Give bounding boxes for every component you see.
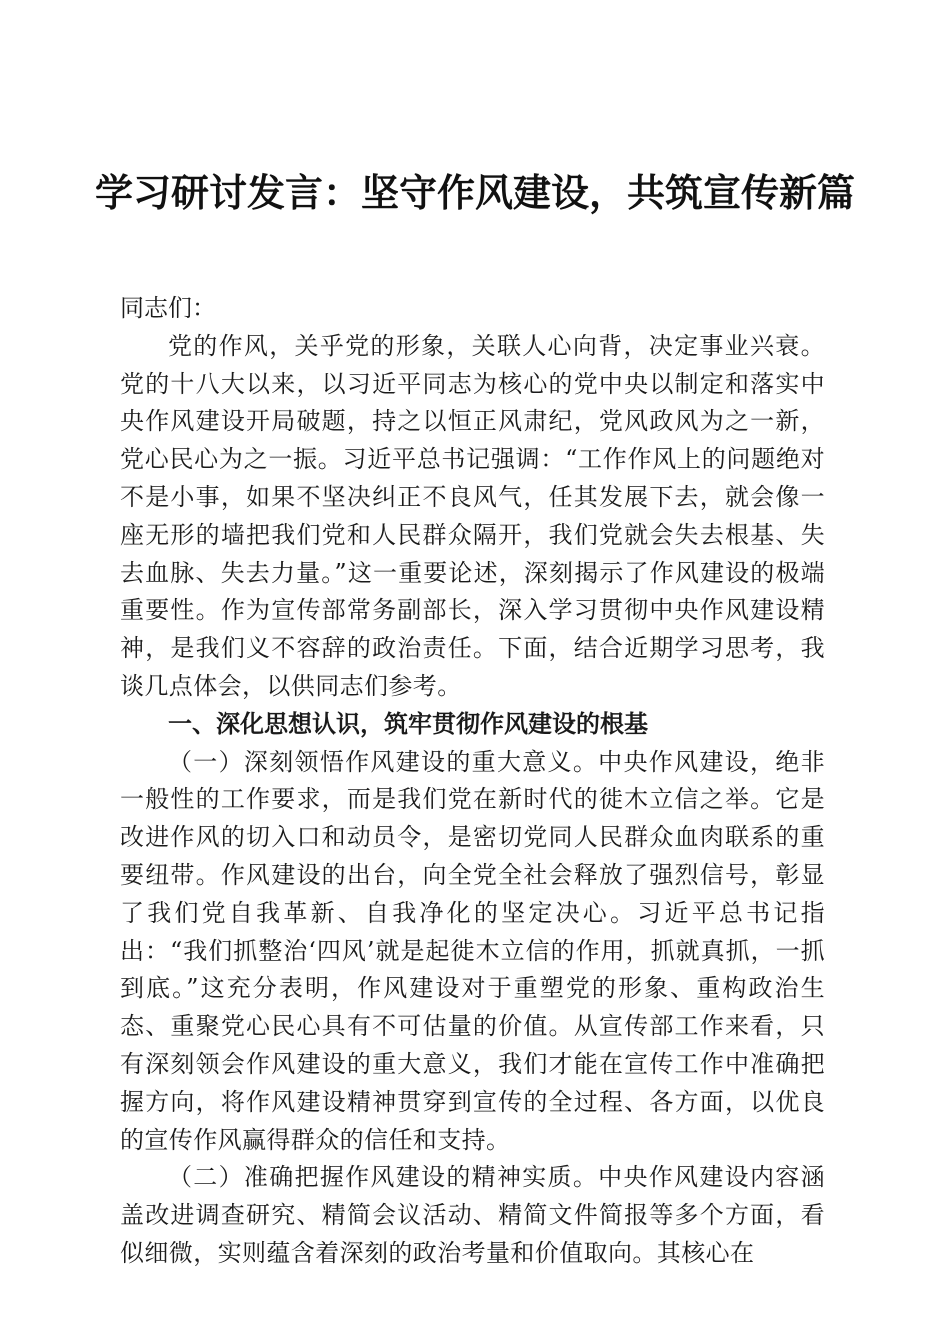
section-heading-1: 一、深化思想认识，筑牢贯彻作风建设的根基 xyxy=(168,709,648,738)
paragraph-subsection-2: （二）准确把握作风建设的精神实质。中央作风建设内容涵盖改进调查研究、精简会议活动、精简文件简报等多个方面，看似细微，实则蕴含着深刻的政治考量和价值取向。其核心在 xyxy=(120,1163,825,1267)
paragraph-subsection-1: （一）深刻领悟作风建设的重大意义。中央作风建设，绝非一般性的工作要求，而是我们党在新时代的徙木立信之举。它是改进作风的切入口和动员令，是密切党同人民群众血肉联系的重要纽带。作风建设的出台，向全党全社会释放了强烈信号，彰显了我们党自我革新、自我净化的坚定决心。习近平总书记指出：“我们抓整治‘四风’就是起徙木立信的作用，抓就真抓，一抓到底。”这充分表明，作风建设对于重塑党的形象、重构政治生态、重聚党心民心具有不可估量的价值。从宣传部工作来看，只有深刻领会作风建设的重大意义，我们才能在宣传工作中准确把握方向，将作风建设精神贯穿到宣传的全过程、各方面，以优良的宣传作风赢得群众的信任和支持。 xyxy=(120,747,825,1154)
paragraph-intro: 党的作风，关乎党的形象，关联人心向背，决定事业兴衰。党的十八大以来，以习近平同志为核心的党中央以制定和落实中央作风建设开局破题，持之以恒正风肃纪，党风政风为之一新，党心民心为之一振。习近平总书记强调：“工作作风上的问题绝对不是小事，如果不坚决纠正不良风气，任其发展下去，就会像一座无形的墙把我们党和人民群众隔开，我们党就会失去根基、失去血脉、失去力量。”这一重要论述，深刻揭示了作风建设的极端重要性。作为宣传部常务副部长，深入学习贯彻中央作风建设精神，是我们义不容辞的政治责任。下面，结合近期学习思考，我谈几点体会，以供同志们参考。 xyxy=(120,331,825,700)
document-body xyxy=(120,290,825,1273)
document-title: 学习研讨发言：坚守作风建设，共筑宣传新篇 xyxy=(94,171,855,215)
greeting: 同志们： xyxy=(120,294,216,322)
